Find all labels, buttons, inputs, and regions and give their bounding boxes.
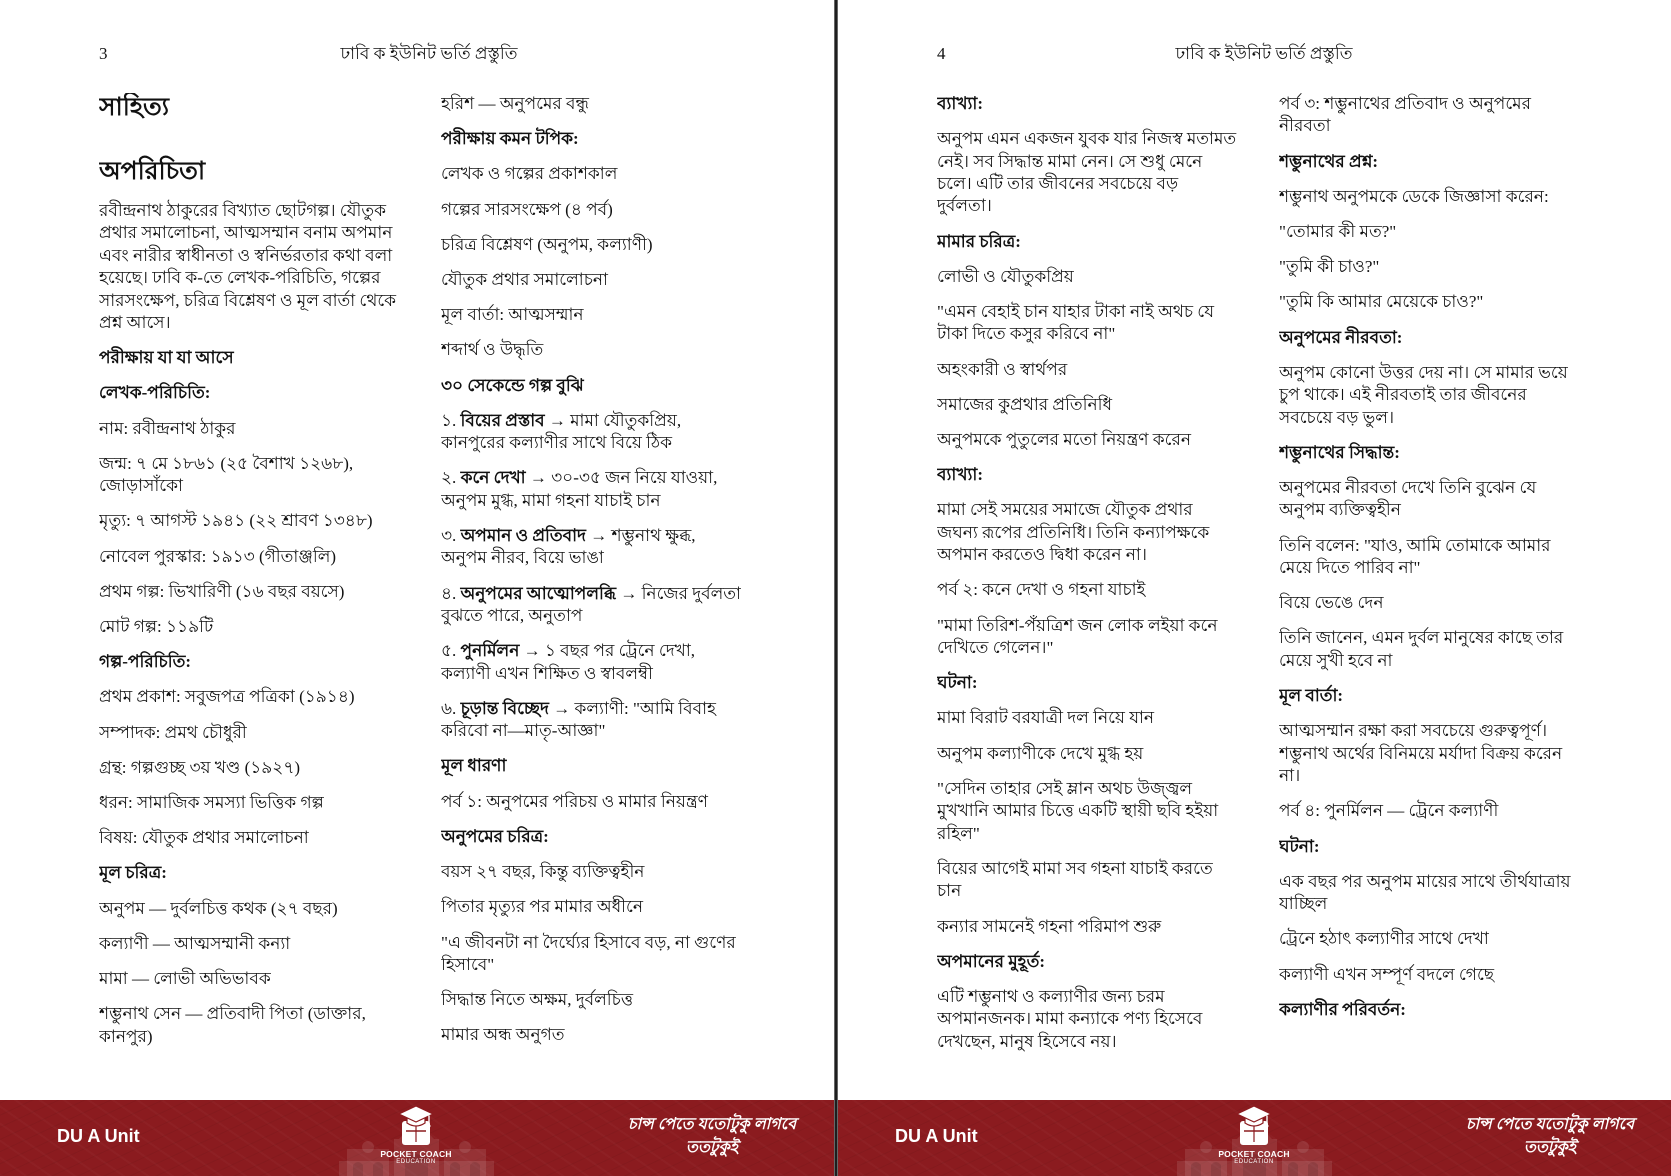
subheading: গল্প-পরিচিতি: — [99, 652, 192, 672]
footer-unit-label: DU A Unit — [895, 1126, 978, 1146]
summary-step-rest: → ৩০-৩৫ জন নিয়ে যাওয়া, অনুপম মুগ্ধ, মামা গহনা যাচাই চান — [441, 468, 718, 510]
text-line: মামা বিরাট বরযাত্রী দল নিয়ে যান — [937, 708, 1155, 728]
subheading: ঘটনা: — [937, 673, 978, 693]
footer-tagline — [602, 1113, 822, 1159]
text-line: পর্ব ৩: শম্ভুনাথের প্রতিবাদ ও অনুপমের নীরবতা — [1279, 94, 1531, 136]
graduation-cap-icon — [398, 1104, 434, 1148]
text-line: এক বছর পর অনুপম মায়ের সাথে তীর্থযাত্রায় যাচ্ছিল — [1279, 871, 1571, 914]
text-line: আত্মসম্মান রক্ষা করা সবচেয়ে গুরুত্বপূর্ণ। শম্ভুনাথ অর্থের বিনিময়ে মর্যাদা বিক্রয় করেন না। — [1279, 721, 1563, 786]
page-column-left — [937, 93, 1237, 1066]
summary-step-prefix: ৬. — [441, 698, 461, 718]
summary-step-prefix: ১. — [441, 410, 461, 430]
text-line: "তোমার কী মত?" — [1279, 222, 1397, 242]
tagline-line-2: ততটুকুই — [685, 1139, 739, 1156]
subheading: মূল চরিত্র: — [99, 863, 167, 883]
summary-step-term: অপমান ও প্রতিবাদ — [460, 526, 586, 546]
summary-step-term: কনে দেখা — [460, 468, 526, 488]
story-title: অপরিচিতা — [99, 158, 206, 185]
text-line: মামা — লোভী অভিভাবক — [99, 969, 271, 989]
text-line: সম্পাদক: প্রমথ চৌধুরী — [99, 722, 247, 742]
summary-step — [441, 640, 741, 685]
summary-step-term: অনুপমের আত্মোপলব্ধি — [460, 583, 617, 603]
text-line: ট্রেনে হঠাৎ কল্যাণীর সাথে দেখা — [1279, 929, 1489, 949]
subheading: ঘটনা: — [1279, 836, 1320, 856]
pocket-coach-logo — [376, 1104, 456, 1166]
subheading: শম্ভুনাথের সিদ্ধান্ত: — [1279, 442, 1400, 462]
text-line: অনুপম কল্যাণীকে দেখে মুগ্ধ হয় — [937, 743, 1144, 763]
summary-step-rest: → ১ বছর পর ট্রেনে দেখা, কল্যাণী এখন শিক্ষিত ও স্বাবলম্বী — [441, 641, 695, 683]
text-line: পর্ব ৪: পুনর্মিলন — ট্রেনে কল্যাণী — [1279, 801, 1499, 821]
subheading: ব্যাখ্যা: — [937, 465, 984, 485]
text-line: প্রথম গল্প: ভিখারিণী (১৬ বছর বয়সে) — [99, 581, 345, 601]
text-line: পিতার মৃত্যুর পর মামার অধীনে — [441, 897, 643, 917]
text-line: পর্ব ২: কনে দেখা ও গহনা যাচাই — [937, 580, 1146, 600]
summary-step — [441, 467, 741, 512]
text-line: বিয়ে ভেঙে দেন — [1279, 593, 1384, 613]
text-line: তিনি জানেন, এমন দুর্বল মানুষের কাছে তার মেয়ে সুখী হবে না — [1279, 628, 1564, 670]
text-line: ধরন: সামাজিক সমস্যা ভিত্তিক গল্প — [99, 793, 324, 813]
summary-step-rest: → কল্যাণী: "আমি বিবাহ করিবো না—মাতৃ-আজ্ঞা" — [441, 698, 716, 741]
logo-name: POCKET COACH — [380, 1149, 452, 1159]
summary-step — [441, 525, 741, 570]
text-line: গল্পের সারসংক্ষেপ (৪ পর্ব) — [441, 199, 613, 219]
text-line: নোবেল পুরস্কার: ১৯১৩ (গীতাঞ্জলি) — [99, 546, 337, 566]
page-4 — [838, 0, 1671, 1176]
text-line: রবীন্দ্রনাথ ঠাকুরের বিখ্যাত ছোটগল্প। যৌতুক প্রথার সমালোচনা, আত্মসম্মান বনাম অপমান এবং নারীর স্বাধীনতা ও স্বনির্ভরতার কথা বলা হয়েছে। ঢাবি ক-তে লেখক-পরিচিতি, গল্পের সারসংক্ষেপ, চরিত্র বিশ্লেষণ ও মূল বার্তা থেকে প্রশ্ন আসে। — [99, 201, 397, 333]
text-line: গ্রন্থ: গল্পগুচ্ছ ৩য় খণ্ড (১৯২৭) — [99, 757, 301, 777]
text-line: মামার অন্ধ অনুগত — [441, 1025, 565, 1045]
subheading: কল্যাণীর পরিবর্তন: — [1279, 999, 1406, 1019]
text-line: প্রথম প্রকাশ: সবুজপত্র পত্রিকা (১৯১৪) — [99, 687, 355, 707]
summary-step-prefix: ৪. — [441, 583, 461, 603]
page-3 — [0, 0, 834, 1176]
text-line: "সেদিন তাহার সেই ম্লান অথচ উজ্জ্বল মুখখানি আমার চিত্তে একটি স্থায়ী ছবি হইয়া রহিল" — [937, 778, 1219, 843]
section-title: সাহিত্য — [99, 94, 170, 121]
text-line: সমাজের কুপ্রথার প্রতিনিধি — [937, 394, 1113, 414]
text-line: জন্ম: ৭ মে ১৮৬১ (২৫ বৈশাখ ১২৬৮), জোড়াসাঁকো — [99, 453, 354, 496]
subheading: মূল বার্তা: — [1279, 686, 1344, 706]
text-line: "তুমি কি আমার মেয়েকে চাও?" — [1279, 292, 1484, 312]
subheading: অনুপমের চরিত্র: — [441, 826, 549, 846]
tagline-line-1: চান্স পেতে যতোটুকু লাগবে — [627, 1116, 797, 1133]
tagline-line-1: চান্স পেতে যতোটুকু লাগবে — [1465, 1116, 1635, 1133]
summary-step — [441, 410, 741, 455]
text-line: এটি শম্ভুনাথ ও কল্যাণীর জন্য চরম অপমানজনক। মামা কন্যাকে পণ্য হিসেবে দেখছেন, মানুষ হিসেবে নয়। — [937, 986, 1203, 1051]
text-line: চরিত্র বিশ্লেষণ (অনুপম, কল্যাণী) — [441, 234, 653, 254]
summary-step-prefix: ৩. — [441, 526, 461, 546]
text-line: শম্ভুনাথ অনুপমকে ডেকে জিজ্ঞাসা করেন: — [1279, 186, 1549, 206]
text-line: হরিশ — অনুপমের বন্ধু — [441, 94, 589, 113]
text-line: মৃত্যু: ৭ আগস্ট ১৯৪১ (২২ শ্রাবণ ১৩৪৮) — [99, 511, 373, 531]
subheading: ৩০ সেকেন্ডে গল্প বুঝি — [441, 375, 584, 395]
summary-step-prefix: ২. — [441, 468, 461, 488]
page-number: 3 — [99, 44, 108, 63]
text-line: বিষয়: যৌতুক প্রথার সমালোচনা — [99, 828, 309, 848]
summary-step-rest: → শম্ভুনাথ ক্ষুব্ধ, অনুপম নীরব, বিয়ে ভাঙা — [441, 526, 696, 568]
subheading: পরীক্ষায় যা যা আসে — [99, 348, 234, 368]
subheading: লেখক-পরিচিতি: — [99, 383, 211, 403]
text-line: অনুপম এমন একজন যুবক যার নিজস্ব মতামত নেই। সব সিদ্ধান্ত মামা নেন। সে শুধু মেনে চলে। এটি তার জীবনের সবচেয়ে বড় দুর্বলতা। — [937, 129, 1237, 216]
text-line: শম্ভুনাথ সেন — প্রতিবাদী পিতা (ডাক্তার, কানপুর) — [99, 1004, 366, 1046]
summary-step — [441, 698, 741, 743]
logo-subtitle: EDUCATION — [396, 1159, 436, 1165]
subheading: মামার চরিত্র: — [937, 231, 1021, 251]
page-column-left — [99, 93, 399, 1061]
text-line: শব্দার্থ ও উদ্ধৃতি — [441, 340, 544, 360]
logo-name: POCKET COACH — [1218, 1149, 1290, 1159]
footer-tagline — [1440, 1113, 1660, 1159]
text-line: "মামা তিরিশ-পঁয়ত্রিশ জন লোক লইয়া কনে দেখিতে গেলেন।" — [937, 615, 1218, 658]
text-line: তিনি বলেন: "যাও, আমি তোমাকে আমার মেয়ে দিতে পারিব না" — [1279, 535, 1551, 578]
text-line: লোভী ও যৌতুকপ্রিয় — [937, 266, 1074, 286]
text-line: অনুপম — দুর্বলচিত্ত কথক (২৭ বছর) — [99, 898, 338, 918]
text-line: কল্যাণী এখন সম্পূর্ণ বদলে গেছে — [1279, 964, 1495, 984]
running-header: ঢাবি ক ইউনিট ভর্তি প্রস্তুতি — [340, 44, 518, 63]
summary-step-rest: → নিজের দুর্বলতা বুঝতে পারে, অনুতাপ — [441, 583, 741, 626]
text-line: অনুপমকে পুতুলের মতো নিয়ন্ত্রণ করেন — [937, 430, 1192, 450]
text-line: বয়স ২৭ বছর, কিন্তু ব্যক্তিত্বহীন — [441, 862, 645, 882]
subheading: অনুপমের নীরবতা: — [1279, 327, 1403, 347]
page-divider — [834, 0, 838, 1176]
text-line: "এমন বেহাই চান যাহার টাকা নাই অথচ যে টাকা দিতে কসুর করিবে না" — [937, 302, 1214, 344]
text-line: কন্যার সামনেই গহনা পরিমাপ শুরু — [937, 916, 1162, 936]
text-line: সিদ্ধান্ত নিতে অক্ষম, দুর্বলচিত্ত — [441, 990, 633, 1010]
page-column-right — [441, 93, 741, 1060]
tagline-line-2: ততটুকুই — [1523, 1139, 1577, 1156]
summary-step-term: পুনর্মিলন — [460, 641, 520, 661]
text-line: যৌতুক প্রথার সমালোচনা — [441, 270, 608, 290]
subheading: শম্ভুনাথের প্রশ্ন: — [1279, 151, 1379, 171]
running-header: ঢাবি ক ইউনিট ভর্তি প্রস্তুতি — [1175, 44, 1353, 63]
text-line: মূল বার্তা: আত্মসম্মান — [441, 305, 584, 325]
graduation-cap-icon — [1236, 1104, 1272, 1148]
text-line: পর্ব ১: অনুপমের পরিচয় ও মামার নিয়ন্ত্রণ — [441, 791, 708, 811]
subheading: মূল ধারণা — [441, 756, 507, 776]
text-line: মোট গল্প: ১১৯টি — [99, 617, 214, 637]
text-line: মামা সেই সময়ের সমাজে যৌতুক প্রথার জঘন্য রূপের প্রতিনিধি। তিনি কন্যাপক্ষকে অপমান করতেও দ্বিধা করেন না। — [937, 500, 1210, 565]
text-line: লেখক ও গল্পের প্রকাশকাল — [441, 164, 618, 184]
page-footer — [0, 1100, 834, 1176]
text-line: অনুপম কোনো উত্তর দেয় না। সে মামার ভয়ে চুপ থাকে। এই নীরবতাই তার জীবনের সবচেয়ে বড় ভুল। — [1279, 362, 1568, 427]
text-line: নাম: রবীন্দ্রনাথ ঠাকুর — [99, 418, 236, 438]
text-line: "তুমি কী চাও?" — [1279, 257, 1380, 277]
text-line: কল্যাণী — আত্মসম্মানী কন্যা — [99, 933, 291, 953]
page-number: 4 — [937, 44, 946, 63]
text-line: অনুপমের নীরবতা দেখে তিনি বুঝেন যে অনুপম ব্যক্তিত্বহীন — [1279, 478, 1537, 520]
page-footer — [838, 1100, 1671, 1176]
text-line: "এ জীবনটা না দৈর্ঘ্যের হিসাবে বড়, না গুণের হিসাবে" — [441, 932, 736, 974]
pocket-coach-logo — [1214, 1104, 1294, 1166]
page-column-right — [1279, 93, 1579, 1034]
summary-step-rest: → মামা যৌতুকপ্রিয়, কানপুরের কল্যাণীর সাথে বিয়ে ঠিক — [441, 410, 682, 453]
text-line: বিয়ের আগেই মামা সব গহনা যাচাই করতে চান — [937, 858, 1213, 901]
summary-step-term: চূড়ান্ত বিচ্ছেদ — [460, 698, 549, 718]
summary-step-term: বিয়ের প্রস্তাব — [460, 410, 545, 430]
subheading: ব্যাখ্যা: — [937, 94, 984, 113]
subheading: পরীক্ষায় কমন টপিক: — [441, 129, 579, 149]
subheading: অপমানের মুহূর্ত: — [937, 951, 1045, 971]
logo-subtitle: EDUCATION — [1234, 1159, 1274, 1165]
text-line: অহংকারী ও স্বার্থপর — [937, 359, 1068, 379]
summary-step — [441, 583, 741, 628]
footer-unit-label: DU A Unit — [57, 1126, 140, 1146]
summary-step-prefix: ৫. — [441, 641, 461, 661]
